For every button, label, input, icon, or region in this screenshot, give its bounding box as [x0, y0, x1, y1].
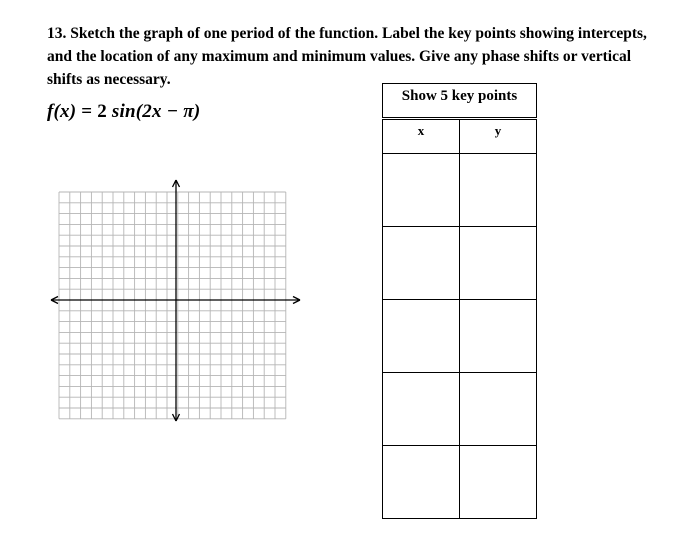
key-points-table	[382, 119, 537, 519]
table-row	[383, 154, 537, 227]
x-value-cell[interactable]	[383, 227, 460, 300]
grid-lines	[59, 192, 286, 419]
x-value-cell[interactable]	[383, 446, 460, 519]
table-row	[383, 446, 537, 519]
x-value-cell[interactable]	[383, 300, 460, 373]
x-column-header: x	[383, 120, 460, 154]
y-column-header: y	[460, 120, 537, 154]
y-value-cell[interactable]	[460, 227, 537, 300]
y-value-cell[interactable]	[460, 446, 537, 519]
y-value-cell[interactable]	[460, 373, 537, 446]
key-points-header-row	[383, 120, 537, 154]
x-value-cell[interactable]	[383, 154, 460, 227]
formula-function: sin	[111, 101, 136, 122]
x-value-cell[interactable]	[383, 373, 460, 446]
formula-argument: (2x − π)	[135, 101, 201, 122]
y-value-cell[interactable]	[460, 300, 537, 373]
table-row	[383, 300, 537, 373]
question-line-3: shifts as necessary.	[47, 71, 171, 88]
function-formula	[47, 101, 200, 123]
question-line-1: 13. Sketch the graph of one period of the function. Label the key points showing intercepts,	[47, 25, 647, 42]
question-line-2: and the location of any maximum and minimum values. Give any phase shifts or vertical	[47, 48, 632, 65]
formula-equals: =	[76, 101, 98, 122]
table-row	[383, 227, 537, 300]
table-row	[383, 373, 537, 446]
formula-coefficient: 2	[97, 101, 112, 122]
key-points-title: Show 5 key points	[382, 83, 537, 118]
question-text	[47, 22, 672, 91]
y-value-cell[interactable]	[460, 154, 537, 227]
coordinate-grid[interactable]	[45, 173, 310, 425]
formula-lhs: f(x)	[47, 101, 77, 122]
